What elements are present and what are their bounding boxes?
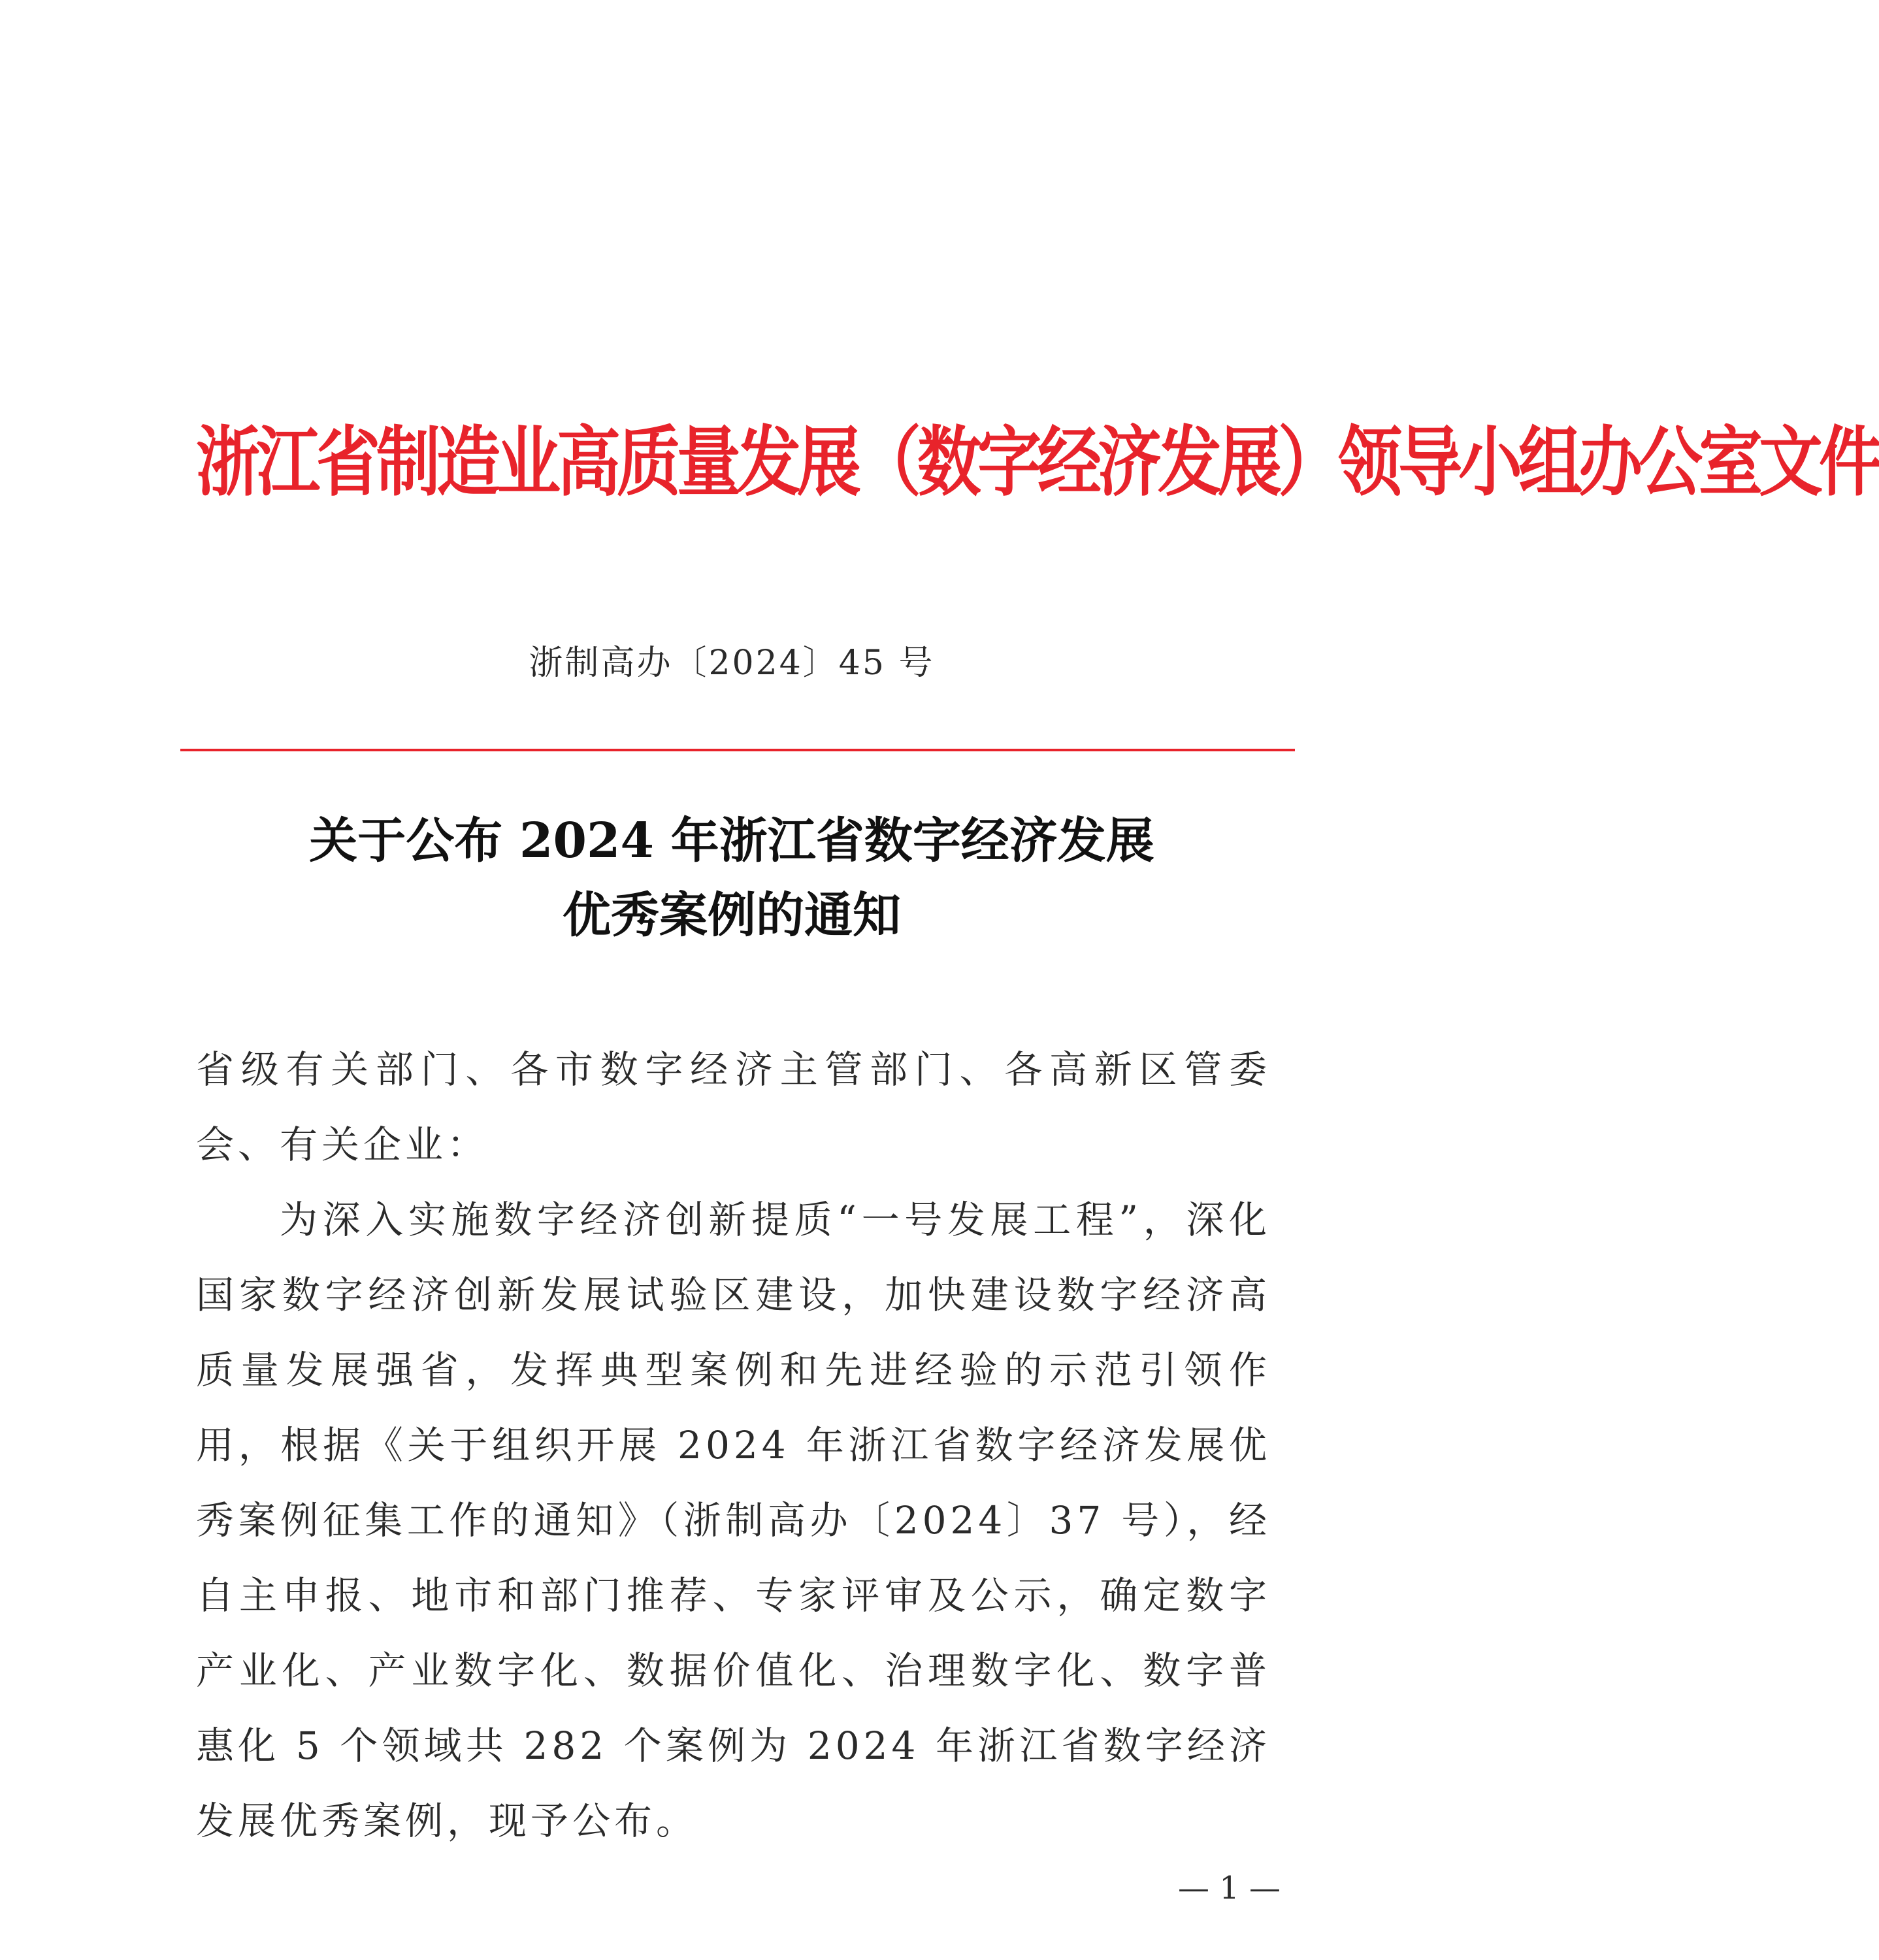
red-divider-line: [180, 749, 1295, 751]
body-paragraph: 为深入实施数字经济创新提质“一号发展工程”，深化国家数字经济创新发展试验区建设，加快建设数字经济高质量发展强省，发挥典型案例和先进经验的示范引领作用，根据《关于组织开展 2024 年浙江省数字经济发展优秀案例征集工作的通知》（浙制高办〔2024〕37 号），经自主申报、地市和部门推荐、专家评审及公示，确定数字产业化、产业数字化、数据价值化、治理数字化、数字普惠化 5 个领域共 282 个案例为 2024 年浙江省数字经济发展优秀案例，现予公布。: [196, 1198, 1271, 1843]
document-number: 浙制高办〔2024〕45 号: [529, 644, 935, 683]
document-body: [196, 1032, 1271, 1859]
addressee: 省级有关部门、各市数字经济主管部门、各高新区管委会、有关企业：: [196, 1047, 1271, 1167]
title-line-1: 关于公布 2024 年浙江省数字经济发展: [309, 813, 1154, 869]
document-title: [196, 804, 1267, 953]
page-number: — 1 —: [1177, 1870, 1281, 1906]
title-line-2: 优秀案例的通知: [563, 887, 901, 943]
document-header: 浙江省制造业高质量发展（数字经济发展）领导小组办公室文件: [196, 419, 1879, 507]
